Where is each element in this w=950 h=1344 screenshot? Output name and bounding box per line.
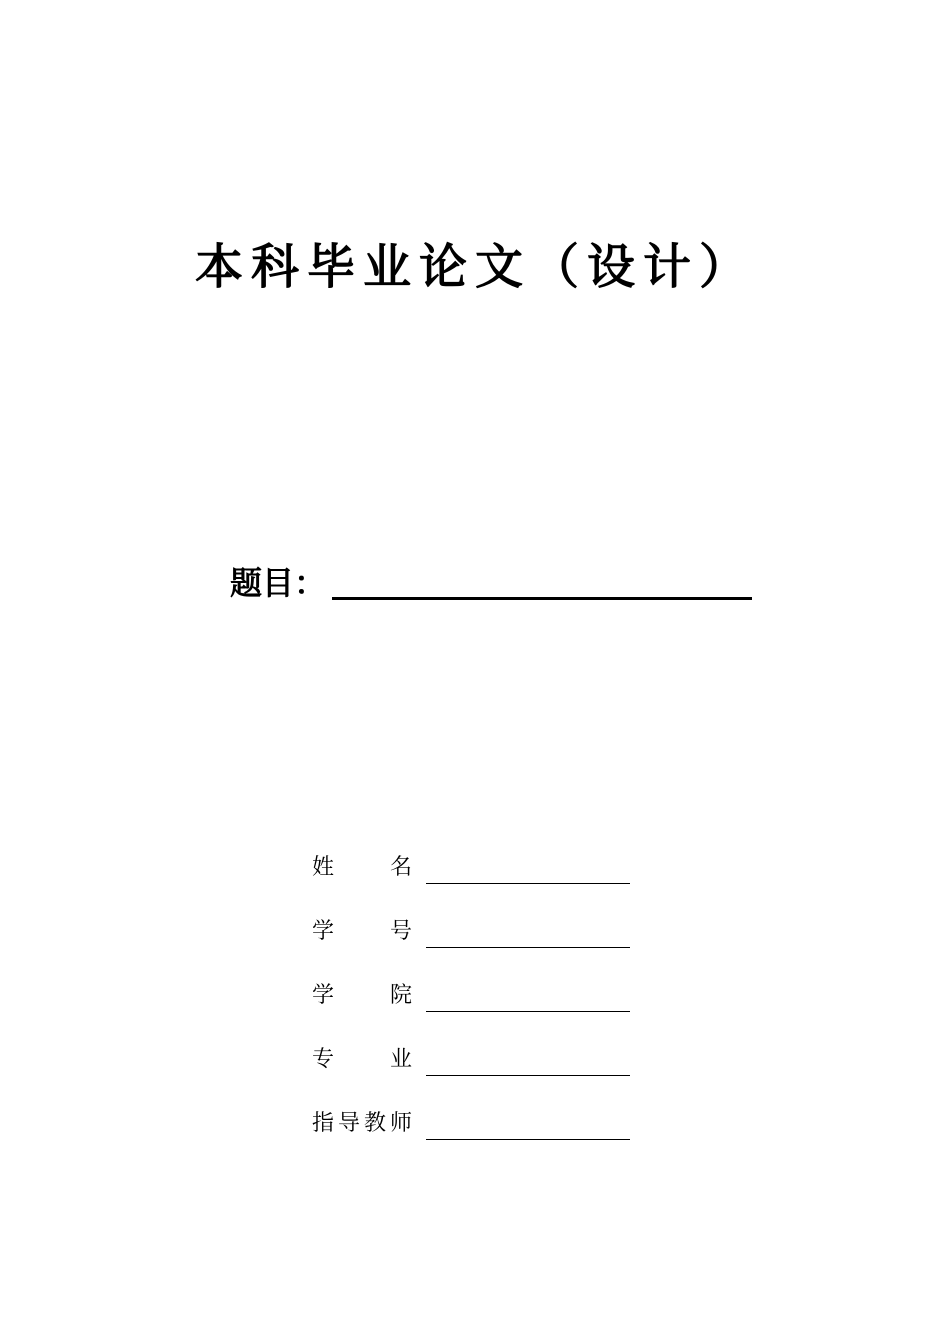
- advisor-blank-line[interactable]: [426, 1109, 630, 1140]
- student-id-label: 学号: [312, 919, 412, 944]
- college-row: [312, 976, 630, 1016]
- student-id-blank-line[interactable]: [426, 917, 630, 948]
- page-title: 本科毕业论文（设计）: [194, 239, 755, 295]
- advisor-row: [312, 1104, 630, 1144]
- topic-label: 题目：: [230, 564, 327, 602]
- college-blank-line[interactable]: [426, 981, 630, 1012]
- college-label: 学院: [312, 983, 412, 1008]
- student-info-form: [312, 848, 630, 1168]
- major-label: 专业: [312, 1047, 412, 1072]
- topic-blank-line[interactable]: [332, 563, 752, 600]
- topic-row: [230, 560, 752, 606]
- student-id-row: [312, 912, 630, 952]
- name-row: [312, 848, 630, 888]
- name-label: 姓名: [312, 855, 412, 880]
- major-blank-line[interactable]: [426, 1045, 630, 1076]
- name-blank-line[interactable]: [426, 853, 630, 884]
- advisor-label: 指导教师: [312, 1111, 412, 1136]
- major-row: [312, 1040, 630, 1080]
